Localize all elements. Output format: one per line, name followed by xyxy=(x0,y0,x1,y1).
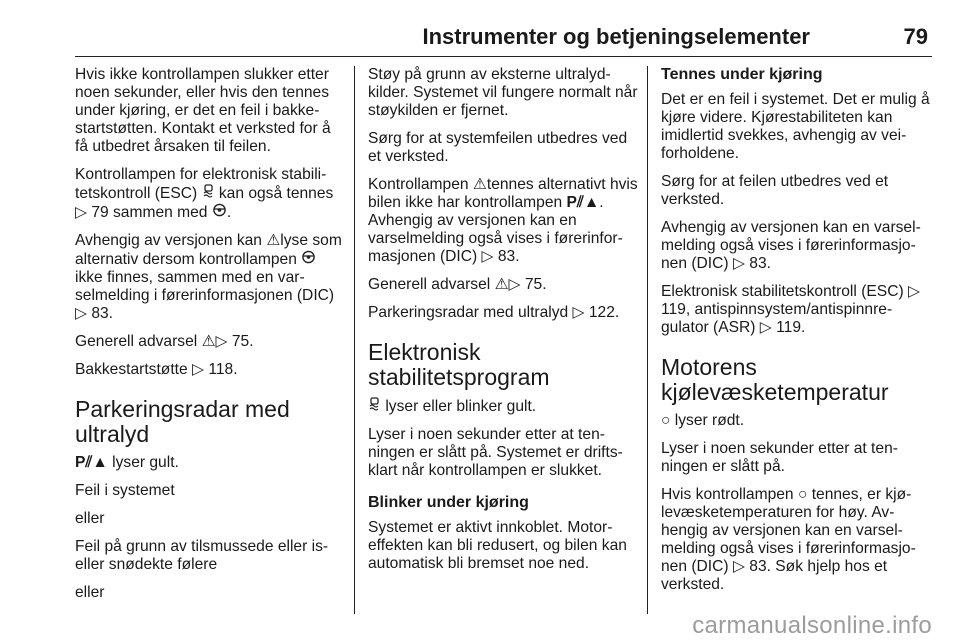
paragraph: Sørg for at feilen utbedres ved et verksted. xyxy=(661,173,889,208)
paragraph: eller xyxy=(75,584,105,601)
chapter-title: Instrumenter og betjeningselementer xyxy=(422,24,810,49)
coolant-icon: ○ xyxy=(797,486,808,503)
paragraph: Bakkestartstøtte ▷ 118. xyxy=(75,361,238,378)
coolant-icon: ○ xyxy=(661,412,671,429)
ref-arrow-icon: ▷ xyxy=(192,361,204,378)
ref-arrow-icon: ▷ xyxy=(732,255,745,272)
paragraph: Lyser i noen sekunder etter at ten-ningen er slått på. xyxy=(661,440,898,475)
paragraph: Systemet er aktivt innkoblet. Motor-effekten kan bli redusert, og bilen kan automatisk bli bremset noe ned. xyxy=(368,519,627,572)
ref-arrow-icon: ▷ xyxy=(75,204,87,221)
paragraph: Parkeringsradar med ultralyd ▷ 122. xyxy=(368,304,620,321)
paragraph: Generell advarsel ⚠▷ 75. xyxy=(368,276,547,293)
page-header xyxy=(0,0,960,60)
paragraph: Støy på grunn av eksterne ultralyd-kilder. Systemet vil fungere normalt når støykilden er fjernet. xyxy=(368,66,638,119)
paragraph: Feil på grunn av tilsmussede eller is- eller snødekte følere xyxy=(75,538,329,573)
watermark: carmanualsonline.info xyxy=(692,612,932,639)
ref-arrow-icon: ▷ xyxy=(481,248,494,265)
column-2 xyxy=(368,66,638,583)
sub-heading: Blinker under kjøring xyxy=(368,494,529,511)
section-heading: Motorens kjølevæsketemperatur xyxy=(661,354,889,405)
paragraph: Avhengig av versjonen kan ⚠lyse som alternativ dersom kontrollampen ikke finnes, sammen med en var-selmelding i førerinformasjonen (DIC) ▷ 83. xyxy=(75,232,342,322)
steering-wheel-icon xyxy=(212,203,227,221)
column-1 xyxy=(75,66,345,612)
column-divider xyxy=(354,66,355,614)
parking-sensor-icon: P⫽▲ xyxy=(75,454,108,471)
paragraph: P⫽▲ lyser gult. xyxy=(75,454,179,471)
esc-icon xyxy=(202,184,215,202)
header-rule xyxy=(75,56,932,57)
ref-arrow-icon: ▷ xyxy=(508,276,521,293)
paragraph: Lyser i noen sekunder etter at ten-ningen er slått på. Systemet er drifts-klart når kontrollampen er slukket. xyxy=(368,426,623,479)
ref-arrow-icon: ▷ xyxy=(572,304,585,321)
paragraph: Avhengig av versjonen kan en varsel-melding også vises i førerinformasjo-nen (DIC) ▷ 83. xyxy=(661,219,921,272)
paragraph: Hvis ikke kontrollampen slukker etter noen sekunder, eller hvis den tennes under kjøring, er det en feil i bakke-startstøtten. Kontakt et verksted for å få utbedret årsaken til feilen. xyxy=(75,66,331,155)
paragraph: Feil i systemet xyxy=(75,482,175,499)
paragraph: lyser eller blinker gult. xyxy=(368,397,638,416)
warning-icon: ⚠ xyxy=(472,176,487,193)
paragraph: eller xyxy=(75,510,105,527)
sub-heading: Tennes under kjøring xyxy=(661,66,823,83)
paragraph: ○ lyser rødt. xyxy=(661,412,745,429)
parking-sensor-icon: P⫽▲ xyxy=(566,194,600,211)
section-heading: Parkeringsradar med ultralyd xyxy=(75,396,290,447)
ref-arrow-icon: ▷ xyxy=(759,319,772,336)
steering-wheel-icon xyxy=(301,250,316,268)
warning-icon: ⚠ xyxy=(494,276,509,293)
ref-arrow-icon: ▷ xyxy=(215,333,228,350)
paragraph: Hvis kontrollampen ○ tennes, er kjø-levæsketemperaturen for høy. Av-hengig av versjonen kan en varsel-melding også vises i førerinformasjo-nen (DIC) ▷ 83. Søk hjelp hos et verksted. xyxy=(661,486,916,593)
ref-arrow-icon: ▷ xyxy=(75,305,87,322)
warning-icon: ⚠ xyxy=(266,232,281,249)
column-3 xyxy=(661,66,931,604)
warning-icon: ⚠ xyxy=(201,333,216,350)
section-heading: Elektronisk stabilitetsprogram xyxy=(368,339,550,390)
paragraph: Det er en feil i systemet. Det er mulig å kjøre videre. Kjørestabiliteten kan imidlertid svekkes, avhengig av vei-forholdene. xyxy=(661,91,930,162)
paragraph: Sørg for at systemfeilen utbedres ved et verksted. xyxy=(368,130,628,165)
paragraph: Elektronisk stabilitetskontroll (ESC) ▷ 119, antispinnsystem/antispinnre-gulator (ASR) ▷ 119. xyxy=(661,283,920,336)
paragraph: Generell advarsel ⚠▷ 75. xyxy=(75,333,254,350)
ref-arrow-icon: ▷ xyxy=(907,283,920,300)
page-number: 79 xyxy=(903,24,928,49)
column-divider xyxy=(647,66,648,614)
ref-arrow-icon: ▷ xyxy=(732,558,745,575)
paragraph: Kontrollampen for elektronisk stabili-tetskontroll (ESC) kan også tennes ▷ 79 sammen med . xyxy=(75,166,334,221)
paragraph: Kontrollampen ⚠tennes alternativt hvis bilen ikke har kontrollampen P⫽▲. Avhengig av versjonen kan en varselmelding også vises i førerinfor-masjonen (DIC) ▷ 83. xyxy=(368,176,638,265)
esc-icon xyxy=(368,397,381,415)
